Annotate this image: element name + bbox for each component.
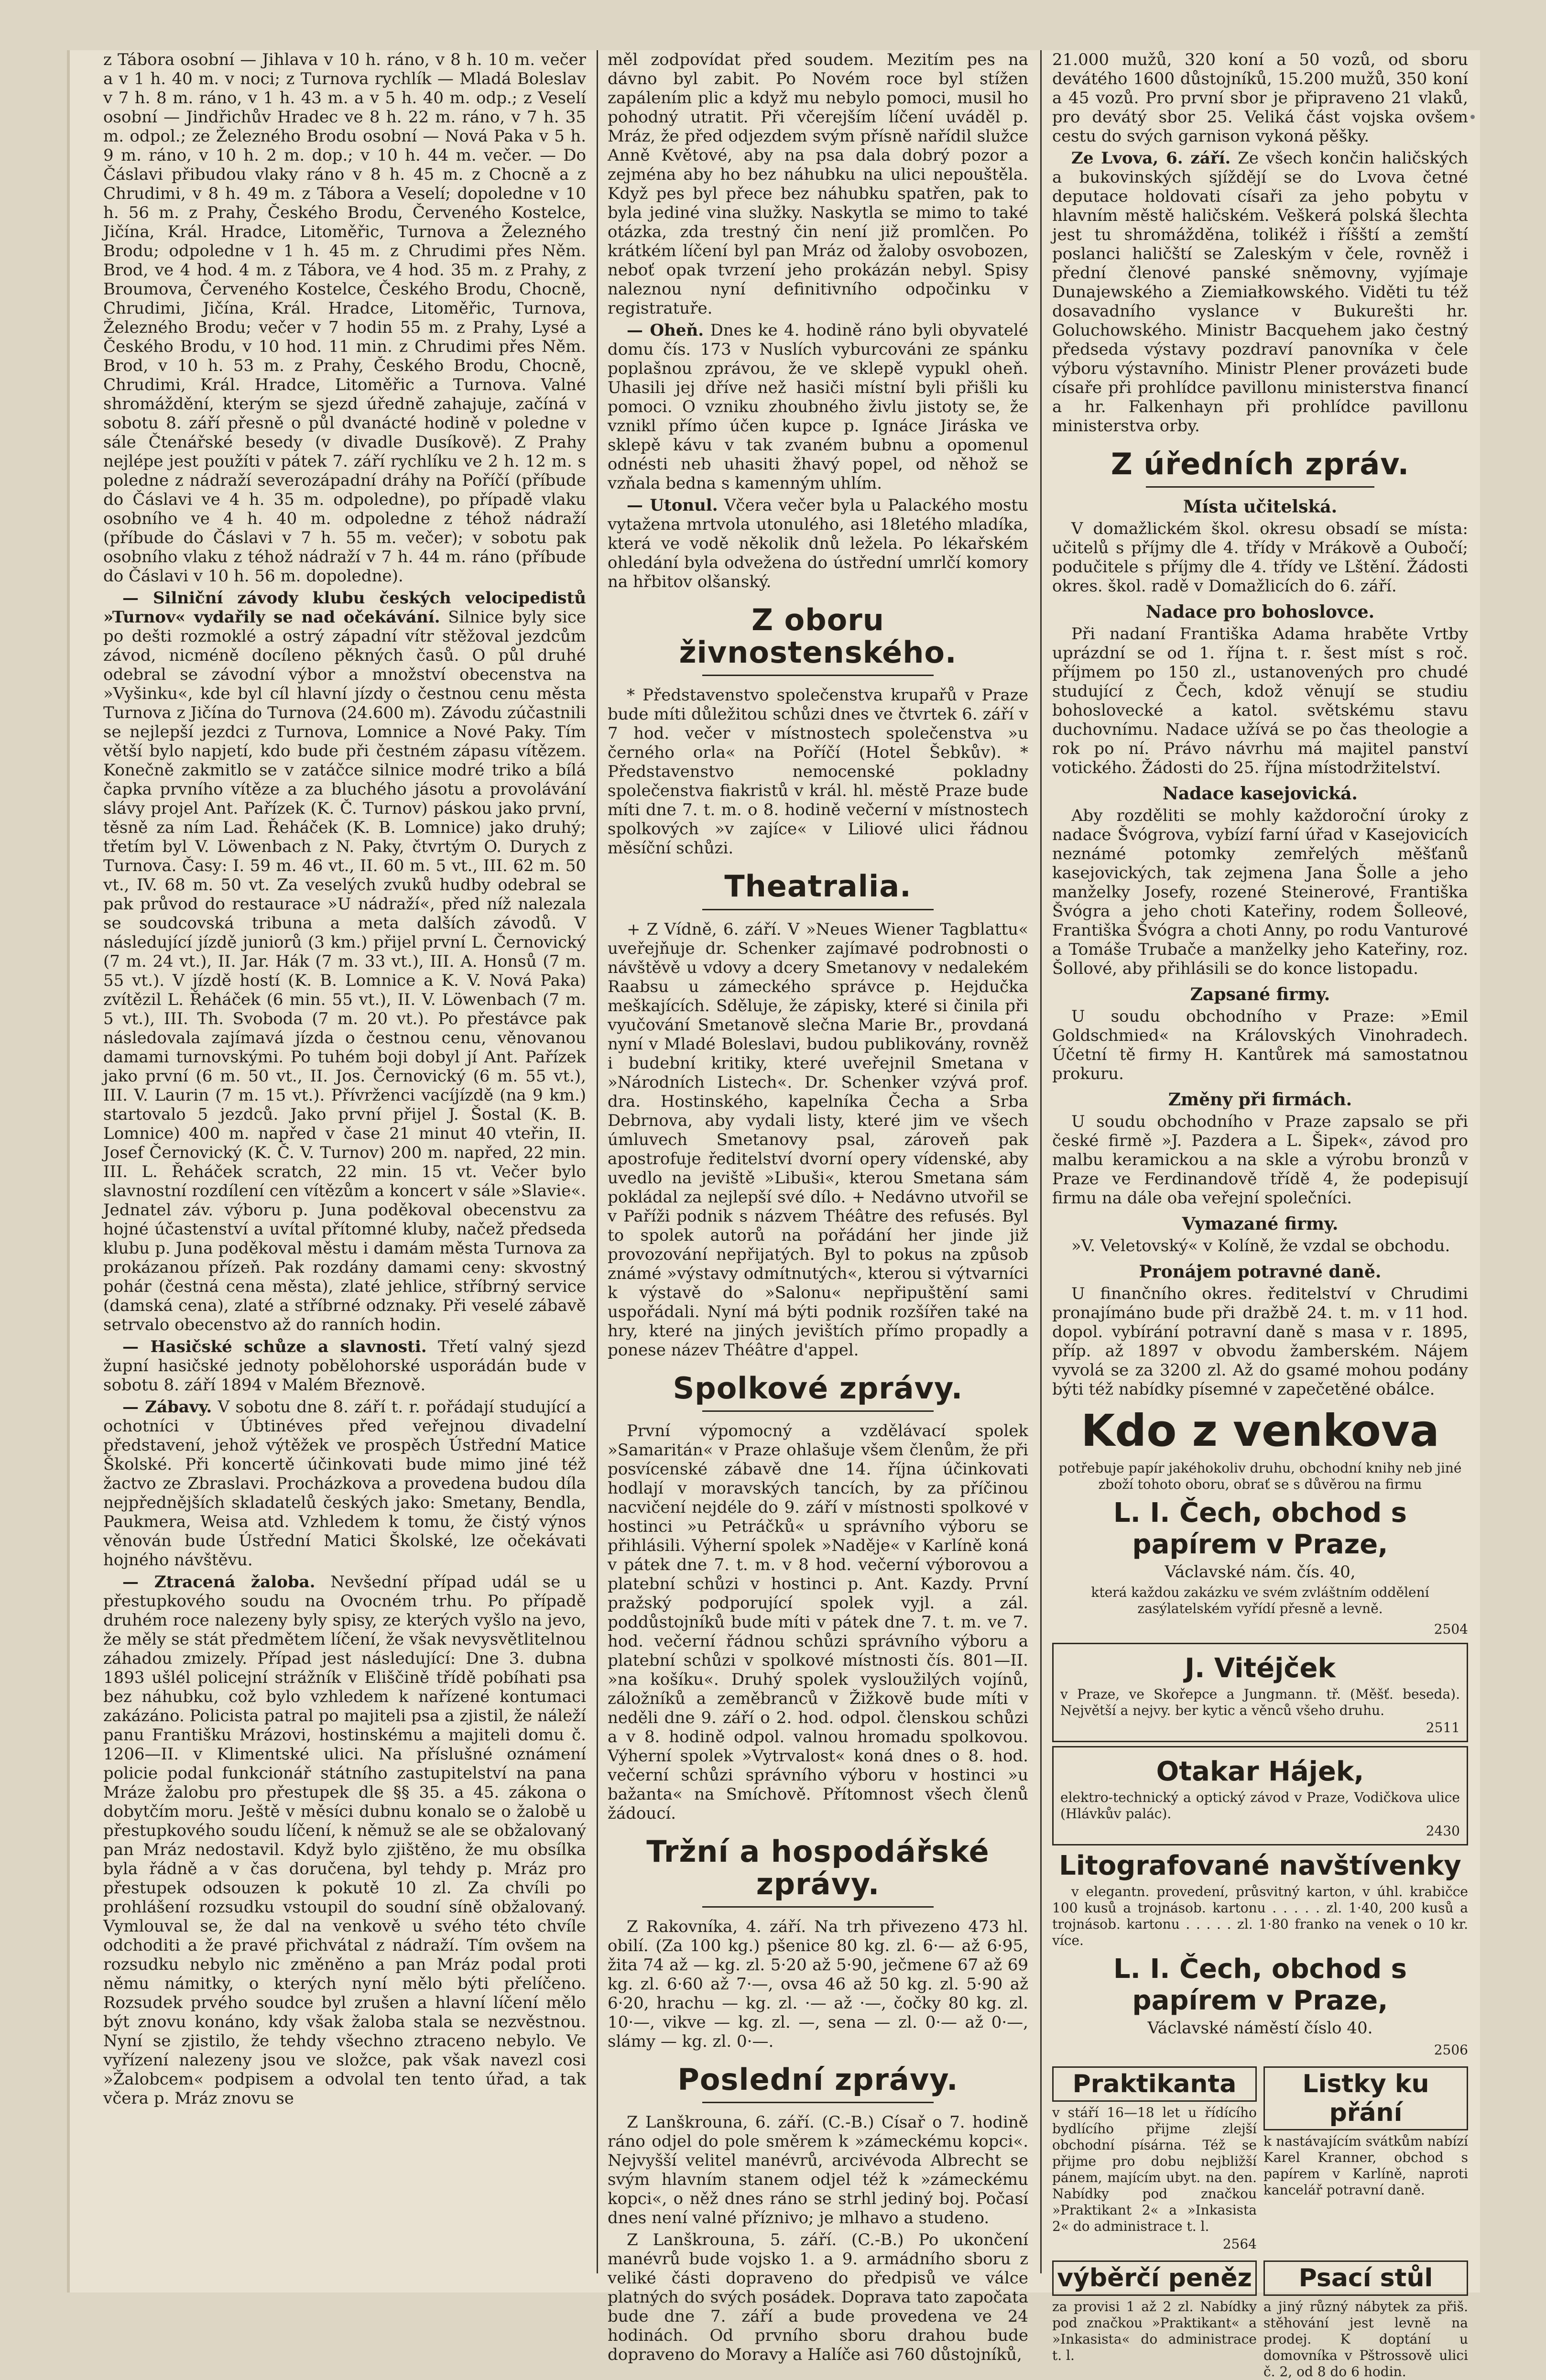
firm-changes-text: U soudu obchodního v Praze zapsalo se při české firmě »J. Pazdera a L. Šipek«, závod pro malbu keramickou a na skle a výrobu bronzů v Praze ve Ferdinandově třídě 4, že podepisují firmu na dále oba veřejní společníci. (1052, 1112, 1468, 1208)
ad-cards-number: 2506 (1434, 2042, 1468, 2058)
section-clubs: Spolkové zprávy. (608, 1372, 1028, 1412)
newspaper-page (67, 50, 1480, 2380)
theatre-article: + Z Vídně, 6. září. V »Neues Wiener Tagblattu« uveřejňuje dr. Schenker zajímavé podrobnosti o návštěvě u vdovy a dcery Smetanovy v nedalekém Raabsu u zámeckého správce p. Hejdučka meškajících. Sděluje, že zápisky, které si činila při vyučování Smetanově slečna Marie Br., provdaná nyní v Mladé Boleslavi, budou publikovány, rovněž i budební kritiky, které uveřejnil Smetana v »Národních Listech«. Dr. Schenker vzývá prof. dra. Hostinského, kapelníka Čecha a Srba Debrnova, aby vydali listy, které jim ve všech úmluvech Smetanovy psal, zároveň pak apostrofuje ředitelství dvorní opery vídenské, aby uvedlo na jeviště »Libuši«, kterou Smetana sám pokládal za nejlepší své dílo. + Nedávno utvořil se v Paříži podnik s názvem Théâtre des refusés. Byl to spolek autorů na pořádání her jinde již provozování nepřijatých. Byl to pokus na způsob známé »výstavy odmítnutých«, kterou si výtvarníci k výstavě do »Salonu« nepřipuštění sami uspořádali. Nyní má býti podnik rozšířen také na hry, které na jiných jevištích přímo propadly a ponese název Théâtre d'appel. (608, 919, 1028, 1360)
latest-article-1: Z Lanškrouna, 6. září. (C.-B.) Císař o 7. hodině ráno odjel do pole směrem k »zámeckému kopci«. Nejvyšší velitel manévrů, arcivévoda Albrecht se svým hlavním stanem odjel též k »zámeckému kopci«, o něž dnes ráno se strhl jediný boj. Počasí dnes není valné příznivo; je mlhavo a studeno. (608, 2113, 1028, 2228)
teacher-posts-text: V domažlickém škol. okresu obsadí se místa: učitelů s příjmy dle 4. třídy v Mrákově a Oubočí; podučitele s příjmy dle 4. třídy ve Lštění. Žádosti okres. škol. radě v Domažlicích do 6. září. (1052, 519, 1468, 596)
ad-vitejcek-name: J. Vitéjček (1185, 1653, 1336, 1684)
lost-lawsuit-headline: — Ztracená žaloba. (122, 1572, 316, 1592)
ad-hajek (1052, 1746, 1468, 1845)
military-continuation: 21.000 mužů, 320 koní a 50 vozů, od sboru devátého 1600 důstojníků, 15.200 mužů, 350 koní a 45 vozů. Pro první sbor je připraveno 21 vlaků, pro devátý sbor 25. Veliká část vojska ovšem cestu do svých garnison vykoná pěšky. (1052, 50, 1468, 146)
ad-cards-title: Litografované navštívenky (1059, 1850, 1461, 1882)
ad-praktikant-text: v stáří 16—18 let u řídícího bydlícího přijme zlejší obchodní písárna. Též se přijme pro dobu nejbližší pánem, majícím ubyt. na den. Nabídky pod značkou »Praktikant 2« a »Inkasista 2« do administrace t. l. (1052, 2105, 1257, 2235)
foundation-text: Při nadaní Františka Adama hraběte Vrtby uprázdní se od 1. října t. r. šest míst s roč. příjmem po 150 zl., ustanovených pro chudé studující z Čech, kdož věnují se studiu bohoslovecké a katol. světskému stavu duchovnímu. Nadace užívá se po čas theologie a rok po ní. Právo návrhu má majitel panství votického. Žádosti do 25. října místodržitelství. (1052, 624, 1468, 778)
column-2 (608, 50, 1029, 2365)
ad-vitejcek-number: 2511 (1426, 1720, 1460, 1736)
tax-lease-text: U finančního okres. ředitelství v Chrudimi pronajímáno bude při dražbě 24. t. m. v 11 hod. dopol. vybírání potravní daně s masa v r. 1895, příp. až 1897 v obvodu žamberském. Nájem vyvolá se za 3200 zl. Až do gsamé mohou podány býti též nabídky písemné v zapečetěné obálce. (1052, 1284, 1468, 1399)
ad-cards-firm: L. I. Čech, obchod s papírem v Praze, (1113, 1954, 1407, 2017)
ad-praktikant-number: 2564 (1222, 2236, 1257, 2252)
section-official: Z úředních zpráv. (1052, 448, 1468, 488)
ad-collector-title: výběrčí peněz (1052, 2260, 1257, 2296)
column-3 (1052, 50, 1468, 2380)
ad-cech-firm: L. I. Čech, obchod s papírem v Praze, (1113, 1497, 1407, 1561)
latest-article-2: Z Lanškrouna, 5. září. (C.-B.) Po ukončení manévrů bude vojsko 1. a 9. armádního sboru z veliké části dopraveno do předpisů ve válce platných do svých posádek. Doprava tato započata bude dne 7. září a bude provedena ve 24 hodinách. Od prvního sboru drahou bude dopraveno do Moravy a Halíče asi 760 důstojníků, (608, 2230, 1028, 2365)
erased-firms-heading: Vymazané firmy. (1182, 1214, 1339, 1234)
trade-article: * Představenstvo společenstva krupařů v Praze bude míti důležitou schůzi dnes ve čtvrtek 6. září v 7 hod. večer v místnostech společenstva »u černého orla« na Poříčí (Hotel Šebkův). * Představenstvo nemocenské pokladny společenstva fiakristů v král. hl. městě Praze bude míti dne 7. t. m. o 8. hodině večerní v místnostech spolkových »v zajíce« v Liliové ulici řádnou měsíční schůzi. (608, 686, 1028, 858)
savings-heading: Nadace kasejovická. (1163, 784, 1358, 804)
ad-cards-address: Václavské náměstí číslo 40. (1147, 2019, 1373, 2038)
foundation-heading: Nadace pro bohoslovce. (1145, 602, 1375, 622)
lvov-article: Ze všech končin haličských a bukovinských sjíždějí se do Lvova četné deputace holdovati císaři za jeho pobytu v hlavním městě haličském. Veškerá polská šlechta jest tu shromážděna, tolikéž i říšští a zemští poslanci haličští se Zaleským v čele, rovněž i přední členové panské sněmovny, vyjímaje Dunajewského a Ziemiałkowského. Viděti tu též dosavadního vyslance v Bukurešti hr. Goluchowského. Ministr Bacquehem jako čestný předseda výstavy pozdraví panovníka v čele výboru výstavního. Ministr Plener provázeti bude císaře při prohlídce pavillonu ministerstva financí a hr. Falkenhayn při prohlídce pavillonu ministerstva orby. (1052, 149, 1468, 436)
ad-praktikant-title: Praktikanta (1052, 2066, 1257, 2102)
ad-number: 2504 (1434, 1621, 1468, 1638)
ad-praktikant (1052, 2066, 1257, 2254)
ad-greeting-cards-text: k nastávajícím svátkům nabízí Karel Kranner, obchod s papírem v Karlíně, naproti kancelář potravní daně. (1263, 2133, 1468, 2198)
column-rule-right (1040, 50, 1042, 2273)
ad-cech-footer: která každou zakázku ve svém zvláštním oddělení zasýlatelském vyřídí přesně a levně. (1091, 1584, 1429, 1617)
train-schedule: z Tábora osobní — Jihlava v 10 h. ráno, v 8 h. 10 m. večer a v 1 h. 40 m. v noci; z Turnova rychlík — Mladá Boleslav v 7 h. 8 m. ráno, v 1 h. 43 m. a v 5 h. 40 m. odp.; z Veselí osobní — Jindřichův Hradec ve 8 h. 22 m. ráno, v 7 h. 35 m. odpol.; ze Železného Brodu osobní — Nová Paka v 5 h. 9 m. ráno, v 10 h. 2 m. dop.; v 10 h. 44 m. večer. — Do Čáslavi přibudou vlaky ráno v 8 h. 45 m. z Chocně a z Chrudimi, v 8 h. 49 m. z Tábora a Veselí; dopoledne v 10 h. 56 m. z Prahy, Českého Brodu, Červeného Kostelce, Jičína, Král. Hradce, Litoměřic, Turnova a Železného Brodu; odpoledne v 1 h. 45 m. z Chrudimi přes Něm. Brod, ve 4 hod. 4 m. z Tábora, ve 4 hod. 35 m. z Prahy, z Broumova, Červeného Kostelce, Českého Brodu, Chocně, Chrudimi, Jičína, Král. Hradce, Litoměřic, Turnova, Železného Brodu; večer v 7 hodin 55 m. z Prahy, Lysé a Českého Brodu, v 10 hod. 11 min. z Chrudimi přes Něm. Brod, v 10 h. 53 m. z Prahy, Českého Brodu, Chocně, Chrudimi, Král. Hradce, Litoměřic a Turnova. Valné shromáždění, kterým se sjezd úředně zahajuje, začíná v sobotu 8. září přesně o půl dvanácté hodině v poledne v sále Čtenářské besedy (v divadle Dusíkově). Z Prahy nejlépe jest použíti v pátek 7. září rychlíku ve 2 h. 12 m. s poledne z nádraží severozápadní dráhy na Poříčí (příbude do Čáslavi ve 4 h. 35 m. odpoledne), po případě vlaku osobního ve 4 h. 40 m. odpoledne z téhož nádraží (příbude do Čáslavi v 7 h. 55 m. večer); v sobotu pak osobního vlaku z téhož nádraží v 7 h. 44 m. ráno (příbude do Čáslavi v 10 h. 56 m. dopoledne). (103, 50, 586, 586)
firemen-headline: — Hasičské schůze a slavnosti. (122, 1337, 427, 1356)
ad-greeting-cards (1263, 2066, 1468, 2254)
race-article: Silnice byly sice po dešti rozmoklé a ostrý západní vítr stěžoval jezdcům závod, nicméně docíleno pěkných časů. O půl druhé odebral se závodní výbor a množství obecenstva na »Vyšinku«, kde byl cíl hlavní jízdy o čestnou cenu města Turnova z Jičína do Turnova (24.600 m). Závodu zúčastnili se nejlepší jezdci z Turnova, Lomnice a Nové Paky. Tím větší bylo napjetí, kdo bude při čestném zápasu vítězem. Konečně zakmitlo se v zatáčce silnice modré triko a bílá čapka prvního vítěze a za bluchého jásotu a provolávání slávy projel Ant. Pařízek (K. Č. Turnov) páskou jako první, těsně za ním Lad. Řeháček (K. B. Lomnice) jako druhý; třetím byl V. Löwenbach z N. Paky, čtvrtým O. Durych z Turnova. Časy: I. 59 m. 46 vt., II. 60 m. 5 vt., III. 62 m. 50 vt., IV. 68 m. 50 vt. Za veselých zvuků hudby odebral se pak průvod do restaurace »U nádraží«, před níž nalezala se soudcovská tribuna a meta dalších závodů. V následující jízdě juniorů (3 km.) přijel první L. Černovický (7 m. 24 vt.), II. Jar. Hák (7 m. 33 vt.), III. A. Honsů (7 m. 55 vt.). V jízdě hostí (K. B. Lomnice a K. V. Nová Paka) zvítězil L. Řeháček (6 min. 55 vt.), II. V. Löwenbach (7 m. 5 vt.), III. Th. Svoboda (7 m. 20 vt.). Po přestávce pak následovala zajímavá jízda o čestnou cenu, věnovanou damami turnovskými. Po tuhém boji dobyl jí Ant. Pařízek jako první (6 m. 50 vt., II. Jos. Černovický (6 m. 55 vt.), III. V. Laurin (7 m. 15 vt.). Přívrženci vacíjízdě (na 9 km.) startovalo 5 jezdců. Jako první přijel J. Šostal (K. B. Lomnice) 400 m. napřed v čase 21 minut 40 vteřin, II. Josef Černovický (K. Č. V. Turnov) 200 m. napřed, 22 min. III. L. Řeháček scratch, 22 min. 15 vt. Večer bylo slavnostní rozdílení cen vítězům a koncert v sále »Slavie«. Jednatel záv. výboru p. Juna poděkoval obecenstvu za hojné účastenství a uvítal přítomné kluby, načež předseda klubu p. Juna poděkoval městu i damám města Turnova za prokázanou přízeň. Pak rozdány damami ceny: skvostný pohár (čestná cena města), zlaté jehlice, stříbrný service (damská cena), zlaté a stříbrné odznaky. Při veselé zábavě setrvalo obecenstvo až do ranních hodin. (103, 608, 587, 1334)
classifieds-row-2 (1052, 2260, 1468, 2380)
lawsuit-continuation: měl zodpovídat před soudem. Mezitím pes na dávno byl zabit. Po Novém roce byl stížen zapálením plic a když mu nebylo pomoci, musil ho pohodný utratit. Při včerejším líčení uváděl p. Mráz, že před odjezdem svým přísně nařídil služce Anně Květové, aby na psa dala dobrý pozor a zejména aby ho bez náhubku na ulici nepouštěla. Když pes byl přece bez náhubku spatřen, pak to byla jediné vina služky. Naskytla se mimo to také otázka, zda trestný čin není již promlčen. Po krátkém líčení byl pan Mráz od žaloby osvobozen, neboť opak tvrzení jeho prokázán nebyl. Spisy naleznou nyní definitivního odpočinku v registratuře. (608, 50, 1028, 318)
ad-vitejcek-text: v Praze, ve Skořepce a Jungmann. tř. (Měšť. beseda). Největší a nejvy. ber kytic a věnců všeho druhu. (1060, 1686, 1460, 1719)
ad-hajek-text: elektro-technický a optický závod v Praze, Vodičkova ulice (Hlávkův palác). (1060, 1790, 1460, 1822)
entertainment-article: V sobotu dne 8. září t. r. pořádají studující a ochotníci v Úbtinéves před veřejnou divadelní představení, jehož výtěžek ve prospěch Ústřední Matice Školské. Při koncertě účinkovati bude mimo jiné též žactvo ze Zbraslavi. Procházkova a provedena budou díla nejpřednějších skladatelů českých jako: Smetany, Bendla, Paukmera, Weisa atd. Vzhledem k tomu, že čistý výnos věnován bude Ústřední Matici Školské, lze očekávati hojného návštěvu. (103, 1397, 587, 1570)
ad-collector-text: za provisi 1 až 2 zl. Nabídky pod značkou »Praktikant« a »Inkasista« do administrace t. l. (1052, 2299, 1257, 2364)
ad-kdo-z-venkova-text: potřebuje papír jakéhokoliv druhu, obchodní knihy neb jiné zboží tohoto oboru, obrať se s důvěrou na firmu (1058, 1460, 1462, 1493)
firm-changes-heading: Změny při firmách. (1168, 1090, 1352, 1110)
page-blemish (1470, 115, 1475, 119)
ad-desk-title: Psací stůl (1263, 2260, 1468, 2296)
fire-article: Dnes ke 4. hodině ráno byli obyvatelé domu čís. 173 v Nuslích vyburcováni ze spánku poplašnou zprávou, že ve sklepě vypukl oheň. Uhasili jej dříve než hasiči místní byli přišli ku pomoci. O vzniku zhoubného živlu jistoty se, že vznikl přímo účen kupce p. Ignáce Jiráska ve sklepě kávu v tak zvaném bubnu a opomenul odnésti neb uhasiti žhavý popel, od něhož se vzňala bedna s kamenným uhlím. (608, 321, 1028, 493)
column-1 (103, 50, 586, 2273)
column-rule-left (597, 50, 598, 2273)
section-trade: Z oboru živnostenského. (608, 604, 1028, 676)
lost-lawsuit-article: Nevšední případ udál se u přestupkového soudu na Ovocném trhu. Po případě druhém roce nalezeny byly spisy, ze kterých vyšlo na jevo, že měly se stát předmětem líčení, že však nevysvětlitelnou záhadou zmizely. Případ jest následující: Dne 3. dubna 1893 ušlél policejní strážník v Eliščině třídě pobíhati psa bez náhubku, což bylo vzhledem k nařízené kontumaci zakázáno. Policista patral po majiteli psa a zjistil, že náleží panu Františku Mrázovi, hostinskému a majiteli domu č. 1206—II. v Klimentské ulici. Na příslušné oznámení policie podal funkcionář státního zastupitelství na pana Mráze žalobu pro přestupek dle §§ 35. a 45. zákona o dobytčím moru. Ještě v měsíci dubnu konalo se o žalobě u přestupkového soudu líčení, k němuž se ale se obžalovaný pan Mráz nedostavil. Když bylo zjištěno, že mu obsílka byla řádně a v čas doručena, byl tehdy p. Mráz pro přestupek odsouzen k pokutě 10 zl. Za chvíli po prohlášení rozsudku vstoupil do soudní síně obžalovaný. Vymlouval se, že dal na venkově u svého této chvíle odchoditi a že pravé přichvátal z nádraží. Tím ovšem na rozsudku nebylo nic změněno a pan Mráz podal proti němu námitky, o kterých nyní mělo býti přelíčeno. Rozsudek prvého soudce byl zrušen a hlavní líčení mělo být znovu konáno, kdy však žaloba stala se nezvěstnou. Nyní se zjistilo, že tehdy všechno ztraceno nebylo. Ve vyřízení nalezeny jsou ve složce, pak však navezl cosi »Žalobcem« podpisem a odvolal ten tento úřad, a tak včera p. Mráz znovu se (103, 1572, 586, 2108)
market-article: Z Rakovníka, 4. září. Na trh přivezeno 473 hl. obilí. (Za 100 kg.) pšenice 80 kg. zl. 6·— až 6·95, žita 74 až — kg. zl. 5·20 až 5·90, ječmene 67 až 69 kg. zl. 6·60 až 7·—, ovsa 46 až 50 kg. zl. 5·90 až 6·20, hrachu — kg. zl. ·— až ·—, čočky 80 kg. zl. 10·—, vikve — kg. zl. —, sena — zl. 0·— až 0·—, slámy — kg. zl. 0·—. (608, 1917, 1028, 2052)
classifieds-row-1 (1052, 2066, 1468, 2254)
registered-firms-text: U soudu obchodního v Praze: »Emil Goldschmied« na Královských Vinohradech. Účetní tě firmy H. Kantůrek má samostatnou prokuru. (1052, 1007, 1468, 1084)
ad-cards-text: v elegantn. provedení, průsvitný karton, v úhl. krabičce 100 kusů a trojnásob. kartonu . . . . . zl. 1·40, 200 kusů a trojnásob. kartonu . . . . . zl. 1·80 franko na venek o 10 kr. více. (1052, 1884, 1468, 1949)
section-market: Tržní a hospodářské zprávy. (608, 1835, 1028, 1908)
entertainment-headline: — Zábavy. (122, 1397, 212, 1417)
ad-collector (1052, 2260, 1257, 2380)
clubs-article: První výpomocný a vzdělávací spolek »Samaritán« v Praze ohlašuje všem členům, že při posvícenské zábavě dne 14. října účinkovati hodlají v moravských tancích, by za příčinou nacvičení nejdéle do 9. září v místnosti spolkové v hostinci »u Petráčků« u správního výboru se přihlásili. Výherní spolek »Naděje« v Karlíně koná v pátek dne 7. t. m. v 8 hod. večerní výborovou a platební schůzi v hostinci p. Ant. Kazdy. První pražský podporující spolek vyjl. a zál. poddůstojníků bude míti v pátek dne 7. t. m. ve 7. hod. večerní řádnou schůzi správního výboru a platební schůzi v spolkové místnosti čís. 801—II. »na košíku«. Druhý spolek vysloužilých vojínů, záložníků a zeměbranců v Žižkově bude míti v neděli dne 9. září o 2. hod. odpol. členskou schůzi a v 8. hodině odpol. valnou hromadu spolkovou. Výherní spolek »Vytrvalost« koná dnes o 8. hod. večerní schůzi správního výboru v hostinci »u bažanta« na Smíchově. Přítomnost všech členů žádoucí. (608, 1421, 1028, 1823)
race-headline: — Silniční závody klubu českých velocipedistů »Turnov« vydařily se nad očekávání. (103, 589, 586, 627)
registered-firms-heading: Zapsané firmy. (1190, 984, 1330, 1005)
ad-hajek-name: Otakar Hájek, (1156, 1756, 1364, 1788)
ad-cech-address: Václavské nám. čís. 40, (1165, 1562, 1356, 1582)
section-theatre: Theatralia. (608, 870, 1028, 910)
tax-lease-heading: Pronájem potravné daně. (1139, 1262, 1382, 1282)
ad-greeting-cards-title: Listky ku přání (1263, 2066, 1468, 2130)
savings-text: Aby rozděliti se mohly každoroční úroky z nadace Švógrova, vybízí farní úřad v Kasejovicích neznámé potomky zemřelých měšťanů kasejovických, tak zejmena Jana Šolle a jeho manželky Josefy, rozené Steinerové, Františka Švógra a jeho choti Kateřiny, rodem Šolleové, Františka Švógra a choti Anny, po rodu Vanturové a Tomáše Trubače a manželky jeho Kateřiny, roz. Šollové, aby přihlásili se do konce listopadu. (1052, 806, 1468, 979)
teacher-posts-heading: Místa učitelská. (1183, 497, 1338, 517)
ad-vitejcek (1052, 1643, 1468, 1742)
section-latest: Poslední zprávy. (608, 2063, 1028, 2103)
ad-kdo-z-venkova-title: Kdo z venkova (1081, 1405, 1439, 1457)
drowned-headline: — Utonul. (627, 496, 718, 515)
ad-hajek-number: 2430 (1426, 1823, 1460, 1839)
lvov-headline: Ze Lvova, 6. září. (1071, 149, 1231, 168)
firemen-article: Třetí valný sjezd župní hasičské jednoty pobělohorské usporádán bude v sobotu 8. září 1894 v Malém Březnově. (103, 1337, 587, 1395)
drowned-article: Včera večer byla u Palackého mostu vytažena mrtvola utonulého, asi 18letého mladíka, která ve vodě několik dnů ležela. Po lékařském ohledání byla odvežena do ústřední umrlčí komory na hřbitov olšanský. (608, 496, 1029, 591)
erased-firms-text: »V. Veletovský« v Kolíně, že vzdal se obchodu. (1071, 1236, 1450, 1256)
ad-desk-text: a jiný různý nábytek za přiš. stěhování jest levně na prodej. K doptání u domovníka v Pštrossově ulici č. 2, od 8 do 6 hodin. (1263, 2299, 1468, 2380)
ad-desk (1263, 2260, 1468, 2380)
fire-headline: — Oheň. (627, 321, 704, 340)
